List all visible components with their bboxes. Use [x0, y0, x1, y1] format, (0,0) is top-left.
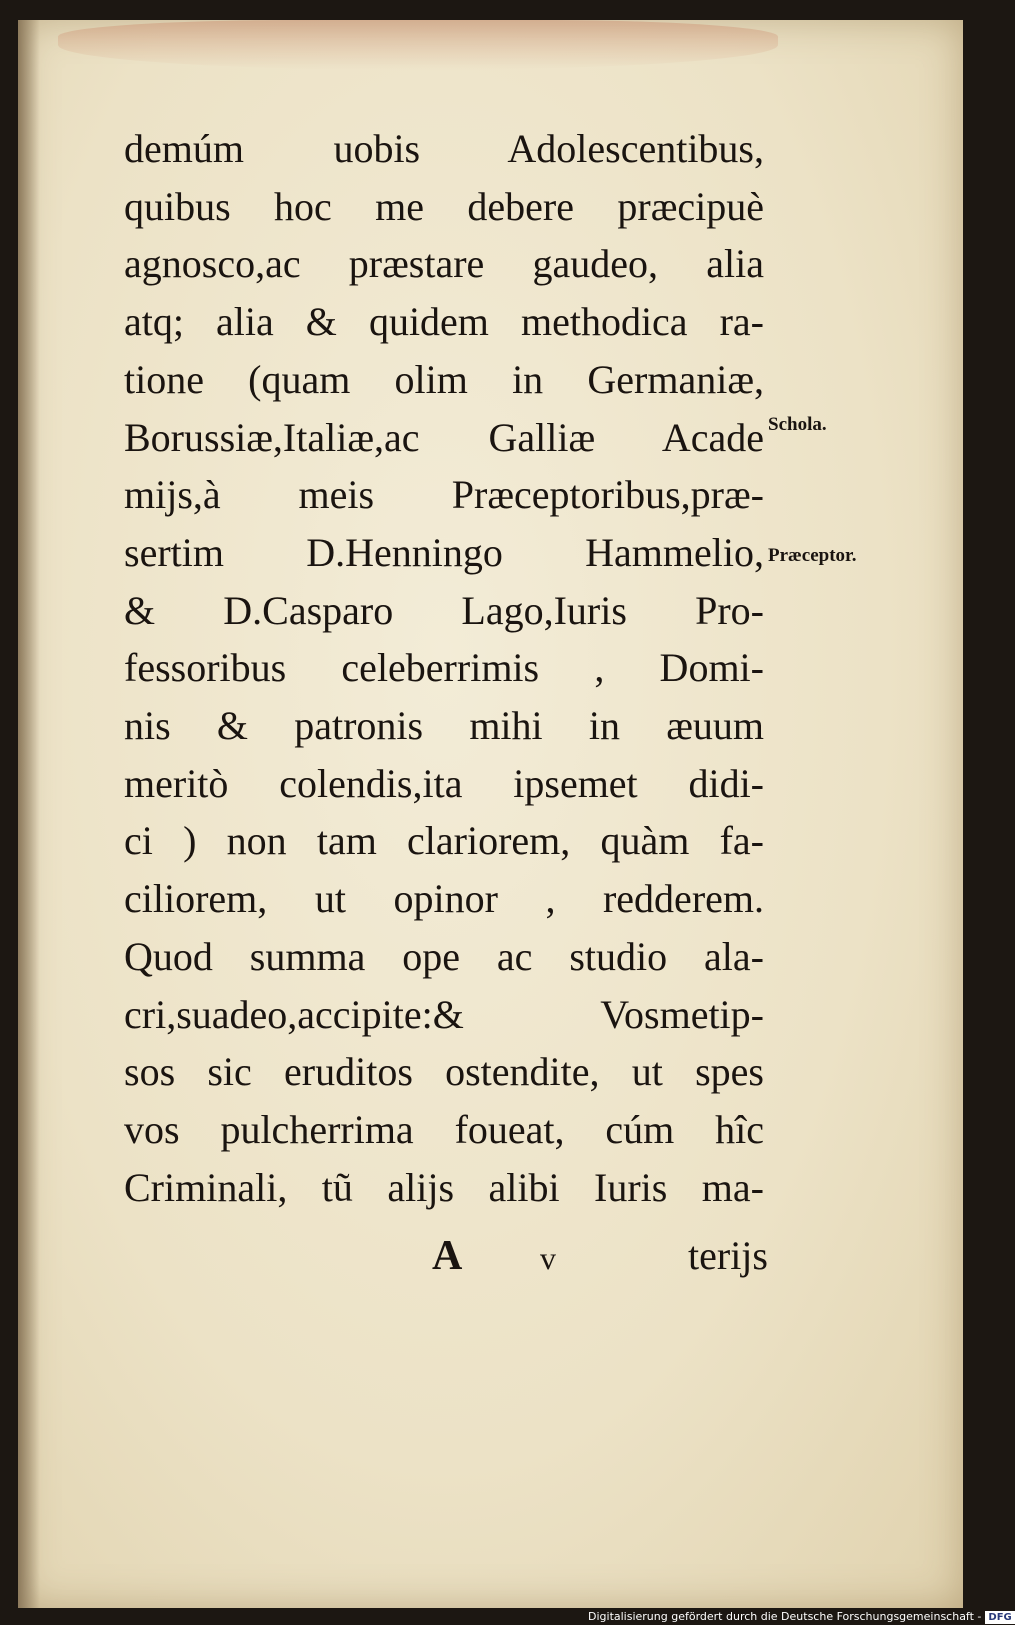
text-line: Criminali, tũ alijs alibi Iuris ma-: [124, 1164, 764, 1210]
text-line: ciliorem, ut opinor , redderem.: [124, 876, 764, 922]
dfg-logo: DFG: [985, 1611, 1014, 1624]
text-line: ci ) non tam clariorem, quàm fa-: [124, 818, 764, 864]
body-text: [124, 120, 764, 1216]
text-line: & D.Casparo Lago,Iuris Pro-: [124, 587, 764, 633]
text-line: meritò colendis,ita ipsemet didi-: [124, 760, 764, 806]
margin-note-schola: Schola.: [768, 414, 827, 435]
text-line: mijs,à meis Præceptoribus,præ-: [124, 472, 764, 518]
text-line: fessoribus celeberrimis , Domi-: [124, 645, 764, 691]
page-gutter-shadow: [18, 20, 40, 1608]
text-line: tione (quam olim in Germaniæ,: [124, 356, 764, 402]
text-line: Quod summa ope ac studio ala-: [124, 933, 764, 979]
signature-mark: A: [432, 1233, 463, 1279]
text-line: atq; alia & quidem methodica ra-: [124, 299, 764, 345]
footer-text: Digitalisierung gefördert durch die Deutsche Forschungsgemeinschaft -: [588, 1610, 982, 1623]
text-line: vos pulcherrima foueat, cúm hîc: [124, 1106, 764, 1152]
text-line: nis & patronis mihi in æuum: [124, 703, 764, 749]
signature-number: v: [540, 1240, 556, 1276]
text-line: sos sic eruditos ostendite, ut spes: [124, 1049, 764, 1095]
text-line: sertim D.Henningo Hammelio,: [124, 529, 764, 575]
margin-note-praeceptor: Præceptor.: [768, 545, 857, 566]
digitization-footer: [588, 1608, 1015, 1625]
text-line: Borussiæ,Italiæ,ac Galliæ Acade: [124, 414, 764, 460]
text-line: demúm uobis Adolescentibus,: [124, 126, 764, 171]
text-line: cri,suadeo,accipite:& Vosmetip-: [124, 991, 764, 1037]
catchword: terijs: [688, 1233, 768, 1278]
text-line: agnosco,ac præstare gaudeo, alia: [124, 241, 764, 287]
text-line: quibus hoc me debere præcipuè: [124, 183, 764, 229]
page-stain: [58, 20, 778, 70]
